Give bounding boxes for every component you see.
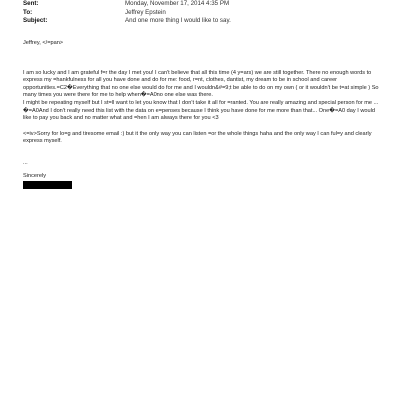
sent-row — [23, 0, 383, 9]
closing: Sincerely — [23, 172, 47, 179]
sent-value: Monday, November 17, 2014 4:35 PM — [125, 0, 230, 7]
body-paragraph: <=iv>Sorry for lo=g and tiresome email :) but it the only way you can listen =or the whole things haha and the only way I can ful=y and clearly express myself. — [23, 130, 372, 145]
greeting: Jeffrey, </=pan> — [23, 40, 64, 46]
body-paragraph: I might be repeating myself but I st=ll want to let you know that I don't take it all for =ranted. You are really amazing and special person for me ... �=A0And I don't really need this list with the data on e=penses because I think you have done for me more than that... One�=A0 day I would like to pay you back and no matter what and =hen I am always there for you <3 — [23, 99, 379, 122]
subject-label: Subject: — [23, 17, 48, 25]
subject-value: And one more thing I would like to say. — [125, 17, 231, 25]
redaction-block — [23, 181, 72, 189]
subject-row — [23, 17, 383, 26]
to-row — [23, 9, 383, 18]
to-value: Jeffrey Epstein — [125, 8, 166, 16]
email-header — [23, 0, 383, 26]
body-paragraph: I am so lucky and I am grateful f=r the day I met you! I can't believe that all this time (4 y=ars) we are still together. There no enough words to express my =hankfulness for all you have done and do for me: food, r=nt, clothes, dantist, my dream to be in school and career opportunities.=C2�Everything that no one else would do for me and I wouldn&#=9;t be able to do on my own ( or it wouldn't be t=at simple ) So many times you were there for me to help when�=A0no one else was there. — [23, 69, 379, 99]
ellipsis: ... — [23, 159, 28, 166]
sent-label: Sent: — [23, 0, 39, 7]
email-body — [23, 40, 381, 189]
to-label: To: — [23, 8, 33, 16]
